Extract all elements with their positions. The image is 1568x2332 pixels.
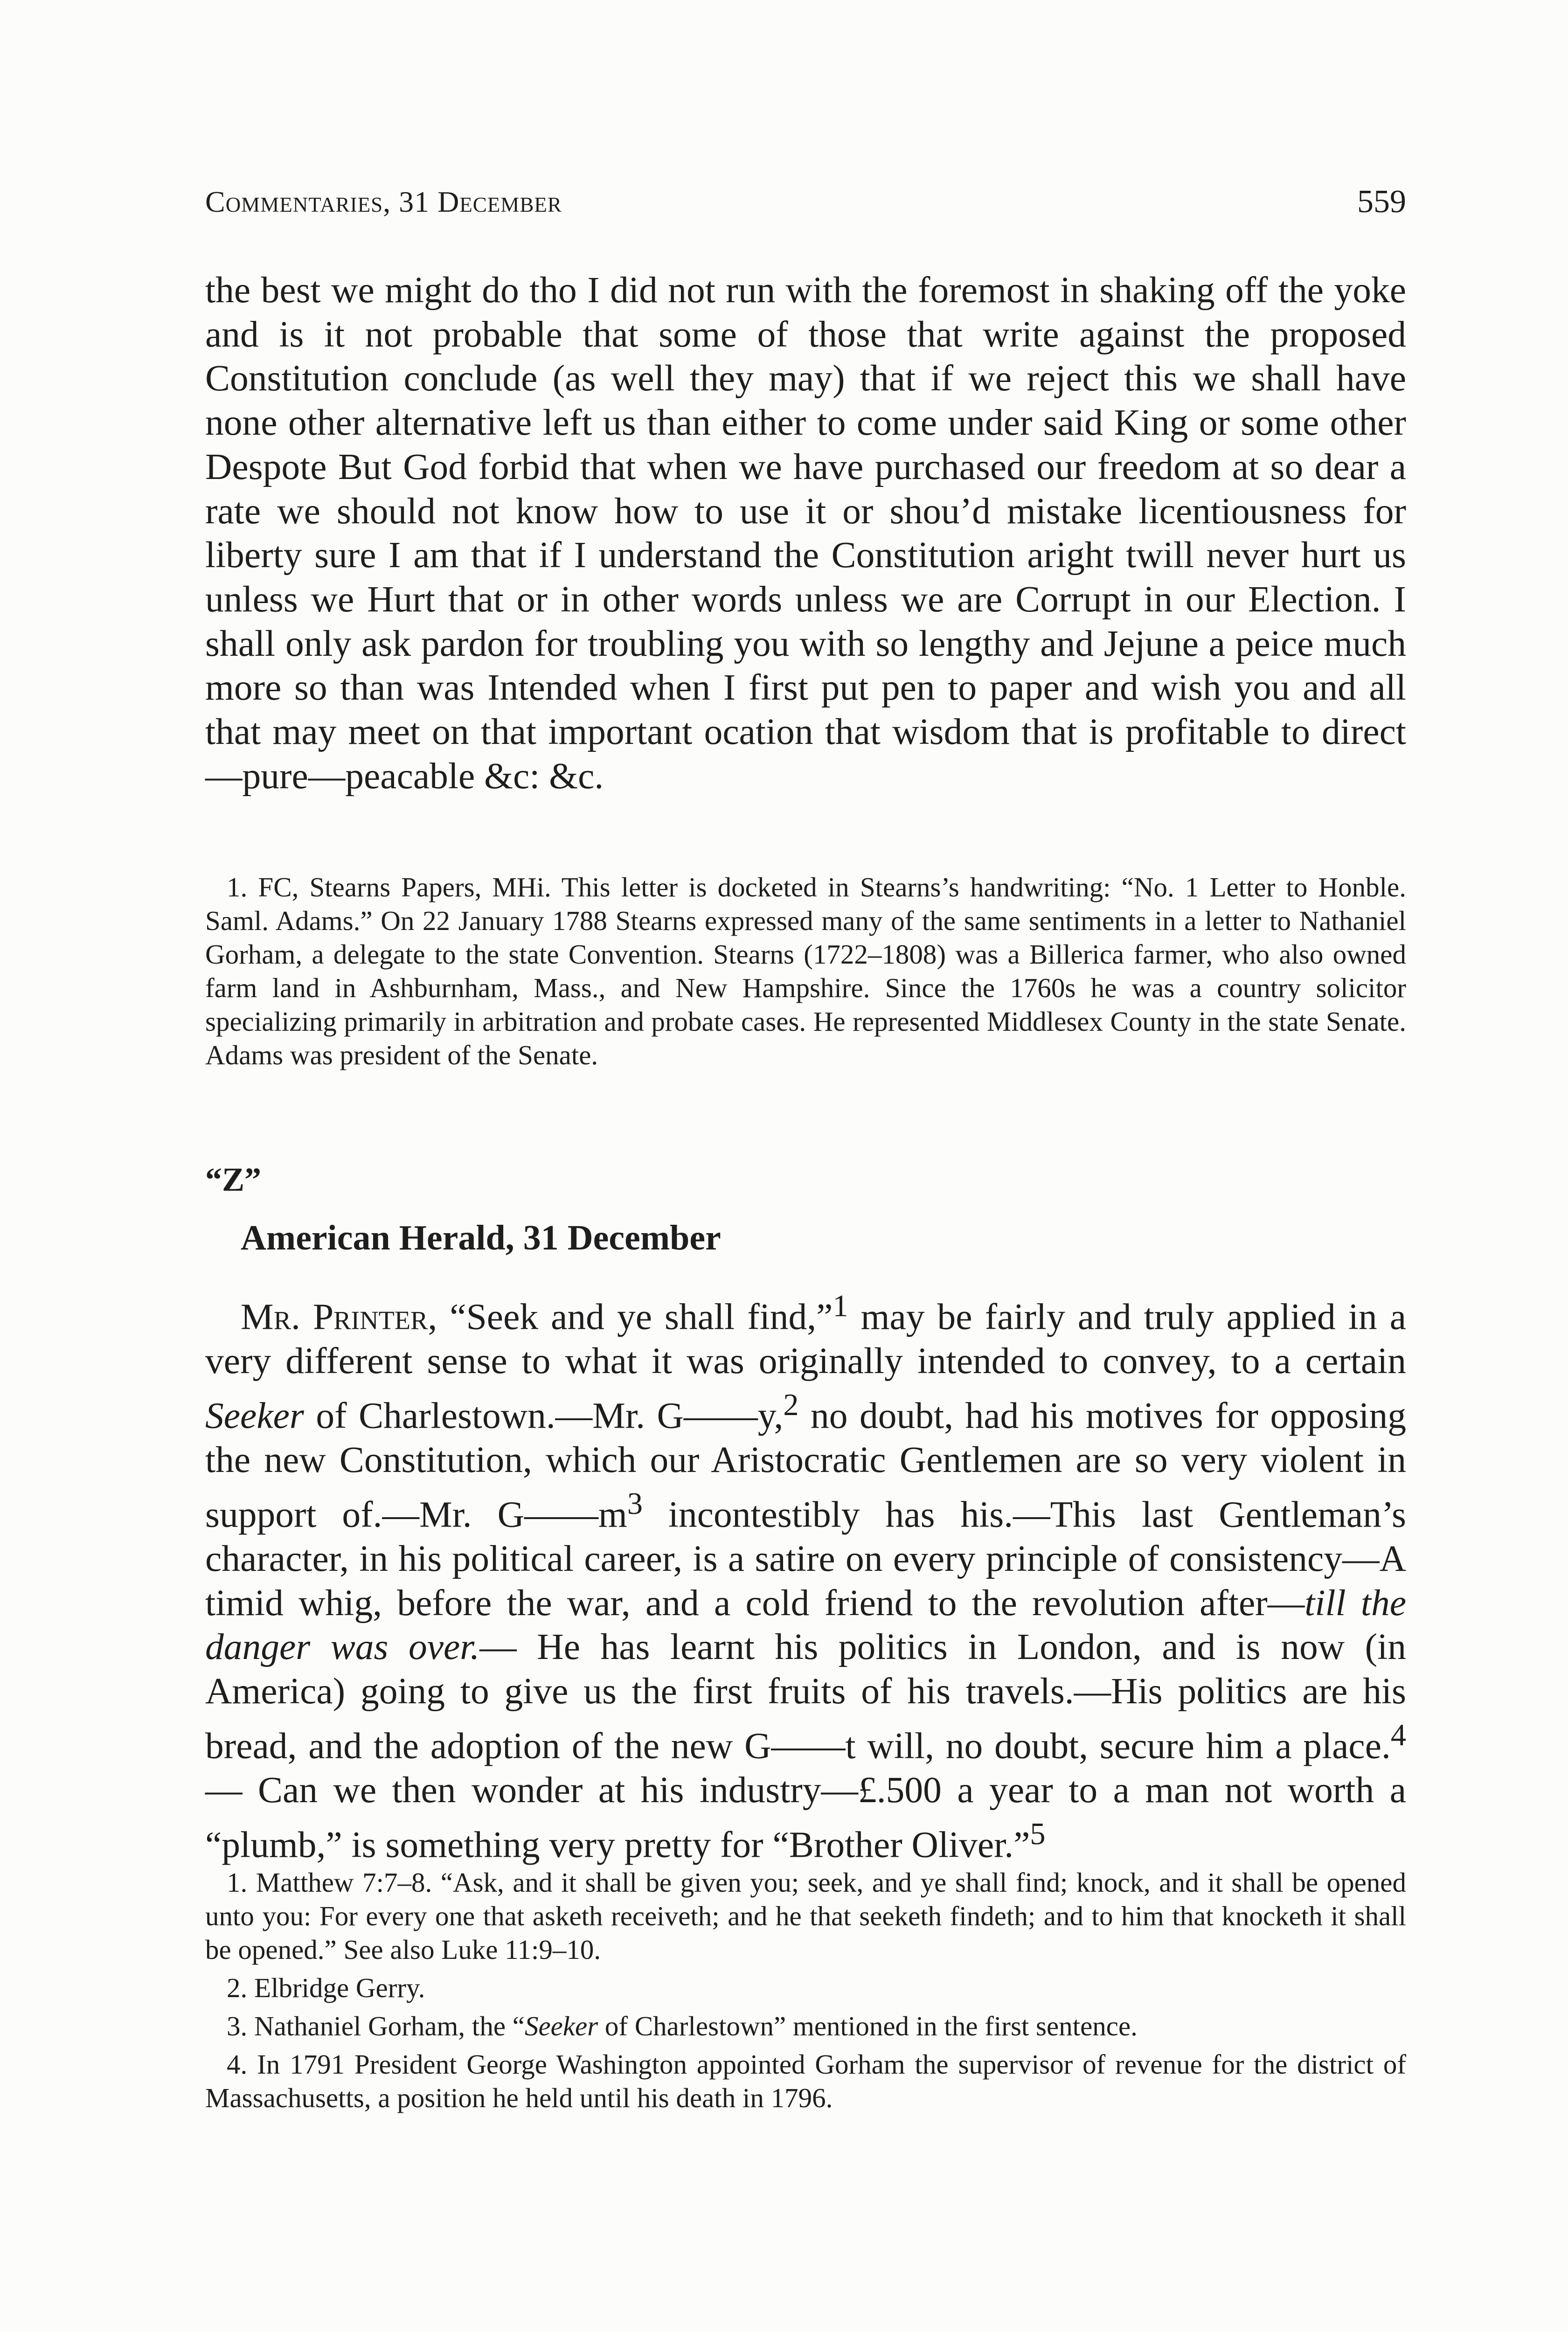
footnote: 1. Matthew 7:7–8. “Ask, and it shall be given you; seek, and ye shall find; knock, and it shall be opened unto you: For every one that asketh receiveth; and he that seeketh findeth; and to him that knocketh it shall be opened.” See also Luke 11:9–10. xyxy=(205,1867,1406,1965)
letter-continuation xyxy=(205,268,1406,798)
page-number: 559 xyxy=(1357,184,1406,220)
footnote: 2. Elbridge Gerry. xyxy=(227,1972,425,2003)
z-letter-paragraph: Mr. Printer, “Seek and ye shall find,”$^1$ may be fairly and truly applied in a very different sense to what it was originally intended to convey, to a certain Seeker of Charlestown.—Mr. G——y,$^2$ no doubt, had his motives for opposing the new Constitution, which our Aristocratic Gentlemen are so very violent in support of.—Mr. $G——m^3$ incontestibly has his.—This last Gentleman’s character, in his political career, is a satire on every principle of consistency—A timid whig, before the war, and a cold friend to the revolution after—till the danger was over.— He has learnt his politics in London, and is now (in America) going to give us the first fruits of his travels.—His politics are his bread, and the adoption of the new G——t will, no doubt, secure him a place.$^4$— Can we then wonder at his industry—£.500 a year to a man not worth a “plumb,” is something very pretty for “Brother Oliver.”$^5$ xyxy=(205,1289,1406,1866)
running-head xyxy=(205,181,1406,223)
seeker-emphasis: Seeker xyxy=(205,1395,304,1437)
note-ref: 5 xyxy=(1030,1817,1046,1851)
salutation: Mr. Printer, xyxy=(241,1296,437,1338)
running-head-title: Commentaries, 31 December xyxy=(205,185,562,218)
danger-emphasis: till the danger was over. xyxy=(205,1582,1406,1668)
z-letter xyxy=(205,1284,1406,1867)
note-ref: 2 xyxy=(783,1388,799,1422)
section-pseudonym: “Z” xyxy=(205,1161,262,1198)
footnote: 1. FC, Stearns Papers, MHi. This letter is docketed in Stearns’s handwriting: “No. 1 Letter to Honble. Saml. Adams.” On 22 January 1788 Stearns expressed many of the same sentiments in a letter to Nathaniel Gorham, a delegate to the state Convention. Stearns (1722–1808) was a Billerica farmer, who also owned farm land in Ashburnham, Mass., and New Hampshire. Since the 1760s he was a country solicitor specializing primarily in arbitration and probate cases. He represented Middlesex County in the state Senate. Adams was president of the Senate. xyxy=(205,872,1406,1070)
z-footnotes xyxy=(205,1866,1406,2115)
footnote: 3. Nathaniel Gorham, the “Seeker of Charlestown” mentioned in the first sentence. xyxy=(227,2011,1138,2041)
note-ref: 1 xyxy=(833,1289,848,1323)
letter-end-paragraph: the best we might do tho I did not run with the foremost in shaking off the yoke and is it not probable that some of those that write against the proposed Constitution conclude (as well they may) that if we reject this we shall have none other alternative left us than either to come under said King or some other Despote But God forbid that when we have purchased our freedom at so dear a rate we should not know how to use it or shou’d mistake licentiousness for liberty sure I am that if I understand the Constitution aright twill never hurt us unless we Hurt that or in other words unless we are Corrupt in our Election. I shall only ask pardon for troubling you with so lengthy and Jejune a peice much more so than was Intended when I first put pen to paper and wish you and all that may meet on that important ocation that wisdom that is profitable to direct—pure—peacable &c: &c. xyxy=(205,270,1406,797)
note-ref: 4 xyxy=(1390,1718,1406,1752)
note-ref: 3 xyxy=(627,1486,643,1521)
letter-footnotes xyxy=(205,870,1406,1072)
footnote: 4. In 1791 President George Washington appointed Gorham the supervisor of revenue for the district of Massachusetts, a position he held until his death in 1796. xyxy=(205,2049,1406,2113)
section-heading: American Herald, 31 December xyxy=(241,1218,721,1257)
